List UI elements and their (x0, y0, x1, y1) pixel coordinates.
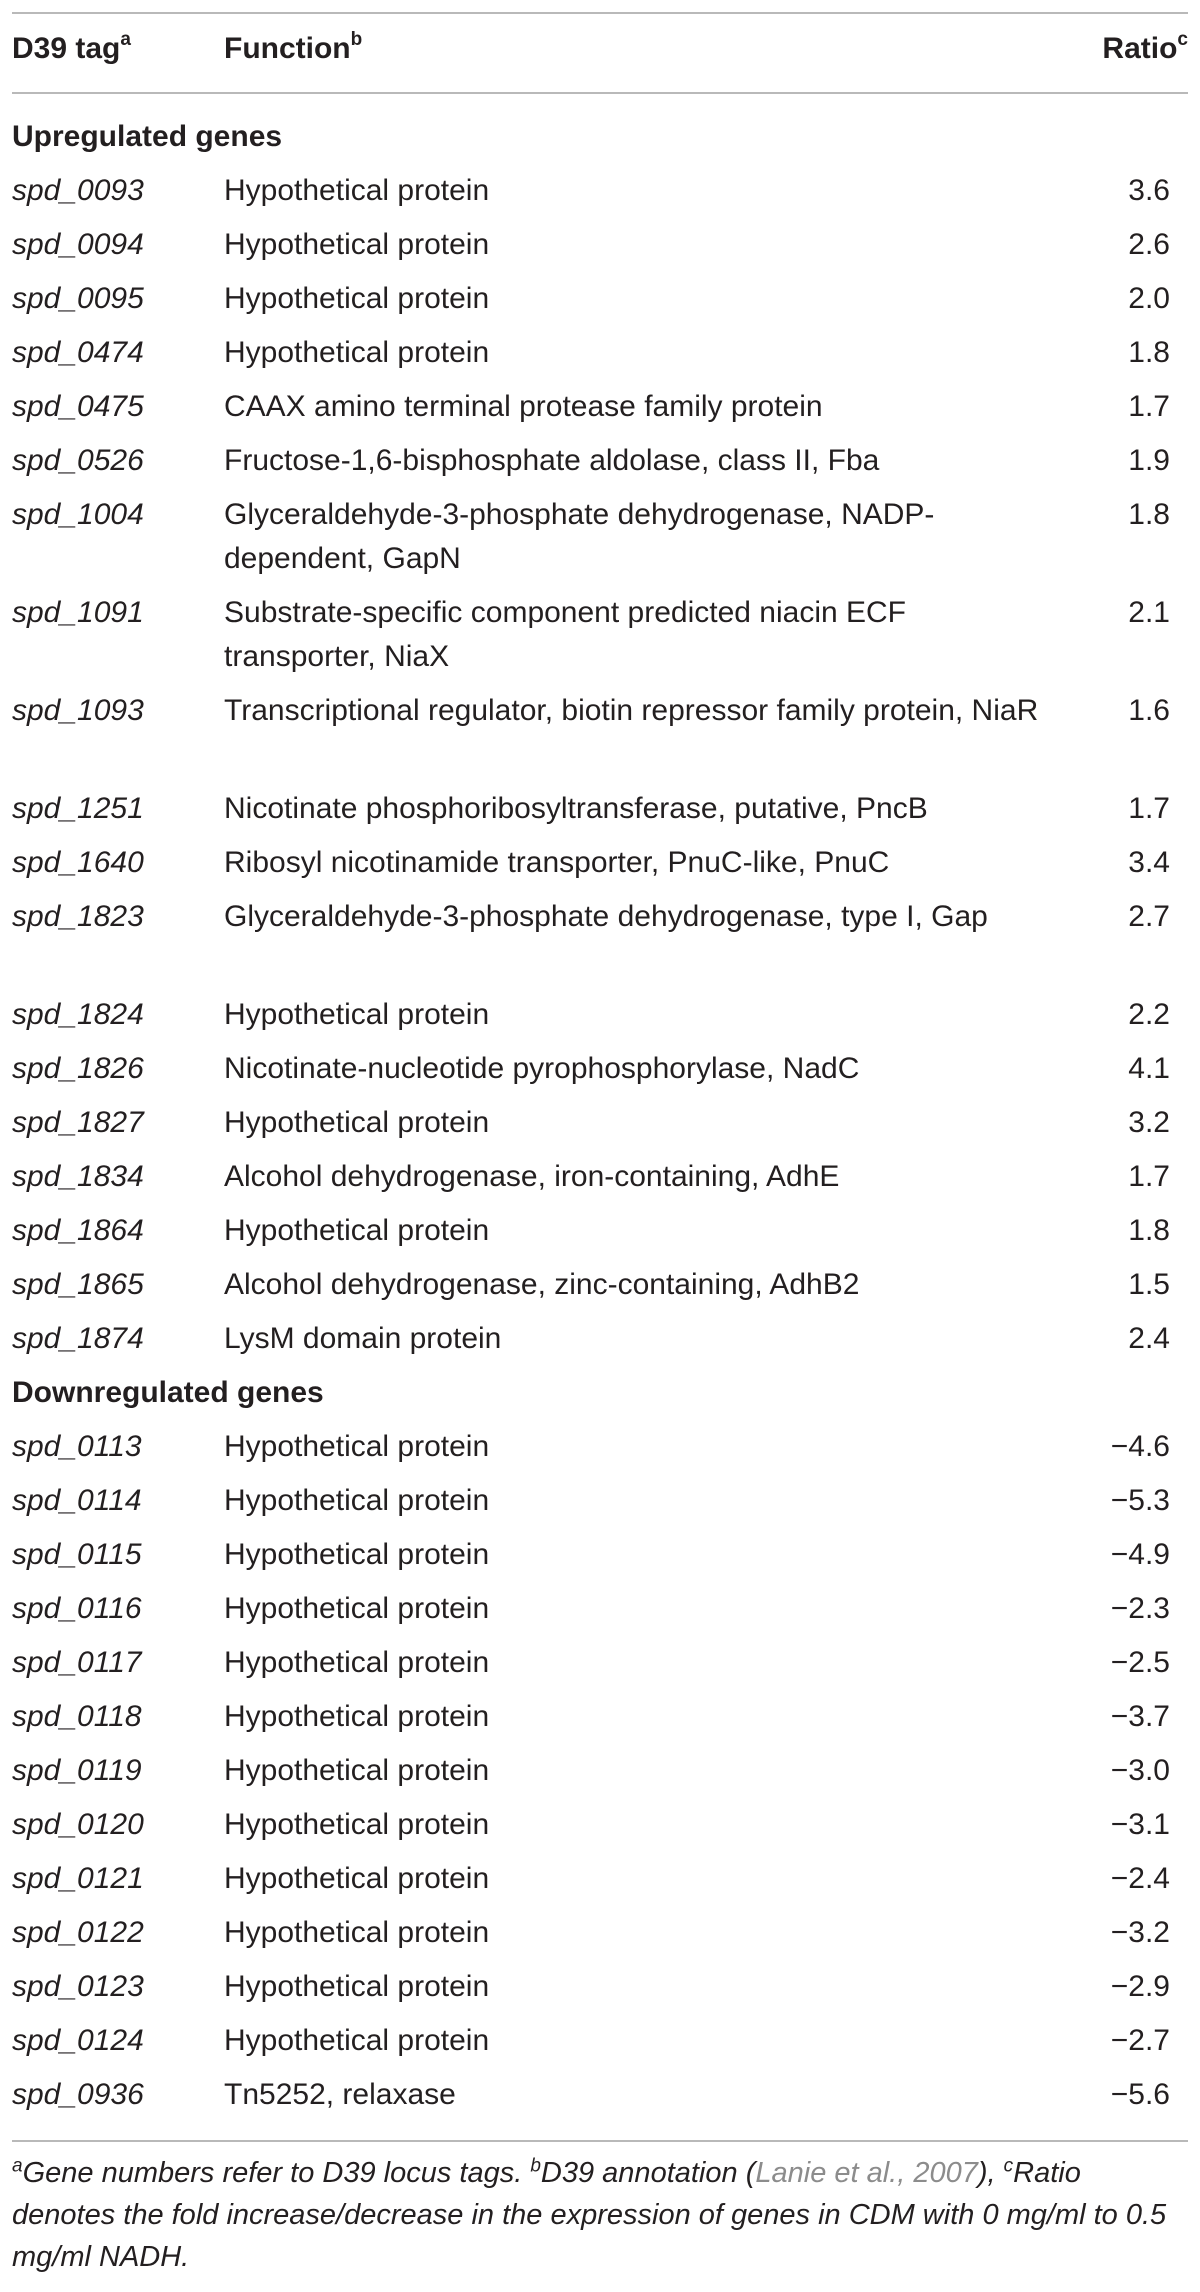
table-row (0, 1096, 1200, 1150)
cell-ratio: 3.2 (1128, 1106, 1170, 1139)
footnote-sup-b: b (530, 2155, 541, 2177)
table-row (0, 272, 1200, 326)
cell-function: Hypothetical protein (224, 1754, 490, 1787)
table-row (0, 988, 1200, 1042)
bottom-rule (12, 2140, 1188, 2142)
table-row (0, 1744, 1200, 1798)
cell-d39-tag: spd_1004 (12, 498, 144, 531)
cell-function: Alcohol dehydrogenase, zinc-containing, AdhB2 (224, 1268, 860, 1301)
cell-ratio: 2.4 (1128, 1322, 1170, 1355)
footnote-text-a: Gene numbers refer to D39 locus tags. (22, 2157, 531, 2189)
cell-d39-tag: spd_0124 (12, 2024, 144, 2057)
footnote-sup-c: c (1003, 2155, 1014, 2177)
cell-ratio: −2.7 (1110, 2024, 1170, 2057)
cell-d39-tag: spd_0095 (12, 282, 144, 315)
cell-function: Glyceraldehyde-3-phosphate dehydrogenase, type I, Gap (224, 900, 988, 933)
cell-function: Glyceraldehyde-3-phosphate dehydrogenase, NADP-dependent, GapN (224, 498, 935, 575)
cell-ratio: −3.0 (1110, 1754, 1170, 1787)
cell-d39-tag: spd_0526 (12, 444, 144, 477)
table-row (0, 836, 1200, 890)
table-row (0, 380, 1200, 434)
section-heading: Upregulated genes (12, 120, 283, 153)
cell-d39-tag: spd_0117 (12, 1646, 142, 1679)
table-body (0, 110, 1200, 2122)
header-ratio-label: Ratio (1102, 32, 1178, 65)
cell-function: Hypothetical protein (224, 1538, 490, 1571)
cell-ratio: −3.7 (1110, 1700, 1170, 1733)
cell-function: Hypothetical protein (224, 174, 490, 207)
cell-d39-tag: spd_1823 (12, 900, 144, 933)
cell-ratio: −3.1 (1110, 1808, 1170, 1841)
cell-function: Hypothetical protein (224, 1808, 490, 1841)
cell-ratio: 1.8 (1128, 336, 1170, 369)
table-row (0, 1312, 1200, 1366)
table-row (0, 1474, 1200, 1528)
table-row (0, 2068, 1200, 2122)
cell-function: Hypothetical protein (224, 1862, 490, 1895)
cell-ratio: 1.6 (1128, 694, 1170, 727)
header-function-label: Function (224, 32, 351, 65)
cell-d39-tag: spd_1640 (12, 846, 144, 879)
header-d39-tag-label: D39 tag (12, 32, 121, 65)
cell-d39-tag: spd_0474 (12, 336, 144, 369)
cell-function: Ribosyl nicotinamide transporter, PnuC-like, PnuC (224, 846, 890, 879)
cell-ratio: 2.7 (1128, 900, 1170, 933)
cell-ratio: 4.1 (1128, 1052, 1170, 1085)
cell-ratio: −4.9 (1110, 1538, 1170, 1571)
cell-d39-tag: spd_0119 (12, 1754, 142, 1787)
cell-ratio: 2.1 (1128, 596, 1170, 629)
header-d39-tag (12, 29, 131, 66)
header-d39-tag-sup: a (120, 29, 131, 50)
table-header (0, 20, 1200, 86)
table-row (0, 2014, 1200, 2068)
cell-function: CAAX amino terminal protease family protein (224, 390, 823, 423)
cell-function: Hypothetical protein (224, 1646, 490, 1679)
footnote-text-b-post: ), (977, 2157, 1004, 2189)
table-row (0, 1906, 1200, 1960)
cell-d39-tag: spd_0122 (12, 1916, 144, 1949)
cell-function: Hypothetical protein (224, 282, 490, 315)
header-function (224, 29, 363, 66)
cell-function: Hypothetical protein (224, 1592, 490, 1625)
top-rule (12, 12, 1188, 14)
table-row (0, 1204, 1200, 1258)
cell-d39-tag: spd_1827 (12, 1106, 144, 1139)
cell-d39-tag: spd_0123 (12, 1970, 144, 2003)
table-row (0, 1258, 1200, 1312)
cell-d39-tag: spd_0936 (12, 2078, 144, 2111)
cell-ratio: 3.4 (1128, 846, 1170, 879)
footnote-text-b-pre: D39 annotation ( (540, 2157, 756, 2189)
cell-function: Hypothetical protein (224, 1700, 490, 1733)
cell-ratio: −4.6 (1110, 1430, 1170, 1463)
cell-ratio: −2.9 (1110, 1970, 1170, 2003)
cell-function: Tn5252, relaxase (224, 2078, 456, 2111)
table-row (0, 1636, 1200, 1690)
cell-d39-tag: spd_1874 (12, 1322, 144, 1355)
section-heading: Downregulated genes (12, 1376, 324, 1409)
cell-d39-tag: spd_0475 (12, 390, 144, 423)
cell-function: Alcohol dehydrogenase, iron-containing, AdhE (224, 1160, 840, 1193)
cell-ratio: 1.8 (1128, 498, 1170, 531)
cell-d39-tag: spd_0093 (12, 174, 144, 207)
cell-function: Substrate-specific component predicted niacin ECF transporter, NiaX (224, 596, 907, 673)
footnote-text-c: Ratio denotes the fold increase/decrease in the expression of genes in CDM with 0 mg/ml to 0.5 mg/ml NADH. (12, 2157, 1167, 2273)
cell-ratio: 1.5 (1128, 1268, 1170, 1301)
cell-d39-tag: spd_1865 (12, 1268, 144, 1301)
cell-d39-tag: spd_1251 (12, 792, 144, 825)
cell-ratio: −3.2 (1110, 1916, 1170, 1949)
table-row (0, 488, 1200, 586)
cell-d39-tag: spd_1091 (12, 596, 144, 629)
cell-function: Transcriptional regulator, biotin repressor family protein, NiaR (224, 694, 1039, 727)
cell-function: Hypothetical protein (224, 1970, 490, 2003)
cell-d39-tag: spd_0115 (12, 1538, 142, 1571)
header-function-sup: b (350, 29, 363, 50)
table-row (0, 326, 1200, 380)
cell-ratio: 1.9 (1128, 444, 1170, 477)
table-footnote (12, 2152, 1188, 2278)
table-row (0, 1042, 1200, 1096)
table-row (0, 434, 1200, 488)
cell-d39-tag: spd_1824 (12, 998, 144, 1031)
cell-ratio: −2.4 (1110, 1862, 1170, 1895)
cell-d39-tag: spd_1826 (12, 1052, 144, 1085)
table-row (0, 164, 1200, 218)
cell-ratio: −2.5 (1110, 1646, 1170, 1679)
cell-ratio: 3.6 (1128, 174, 1170, 207)
citation-link[interactable]: Lanie et al., 2007 (755, 2157, 978, 2189)
cell-ratio: 1.7 (1128, 390, 1170, 423)
cell-function: Fructose-1,6-bisphosphate aldolase, class II, Fba (224, 444, 880, 477)
cell-function: LysM domain protein (224, 1322, 502, 1355)
table-row (0, 1528, 1200, 1582)
cell-d39-tag: spd_0094 (12, 228, 144, 261)
cell-d39-tag: spd_1093 (12, 694, 144, 727)
table-row (0, 1798, 1200, 1852)
cell-function: Hypothetical protein (224, 2024, 490, 2057)
table-row (0, 1690, 1200, 1744)
table-row (0, 1150, 1200, 1204)
cell-d39-tag: spd_0121 (12, 1862, 144, 1895)
footnote-sup-a: a (12, 2155, 23, 2177)
table-row (0, 782, 1200, 836)
cell-ratio: 2.6 (1128, 228, 1170, 261)
cell-ratio: 1.7 (1128, 1160, 1170, 1193)
table-row (0, 1852, 1200, 1906)
cell-function: Hypothetical protein (224, 1430, 490, 1463)
cell-function: Hypothetical protein (224, 1916, 490, 1949)
cell-d39-tag: spd_0120 (12, 1808, 144, 1841)
cell-function: Hypothetical protein (224, 998, 490, 1031)
cell-function: Hypothetical protein (224, 1214, 490, 1247)
cell-ratio: −5.3 (1110, 1484, 1170, 1517)
header-rule (12, 92, 1188, 94)
table-row (0, 890, 1200, 988)
cell-d39-tag: spd_0118 (12, 1700, 142, 1733)
cell-ratio: 1.7 (1128, 792, 1170, 825)
cell-ratio: −5.6 (1110, 2078, 1170, 2111)
cell-function: Hypothetical protein (224, 1484, 490, 1517)
cell-ratio: −2.3 (1110, 1592, 1170, 1625)
cell-ratio: 1.8 (1128, 1214, 1170, 1247)
cell-function: Hypothetical protein (224, 228, 490, 261)
cell-d39-tag: spd_1834 (12, 1160, 144, 1193)
cell-d39-tag: spd_0113 (12, 1430, 142, 1463)
cell-function: Nicotinate-nucleotide pyrophosphorylase, NadC (224, 1052, 860, 1085)
table-row (0, 1960, 1200, 2014)
cell-ratio: 2.0 (1128, 282, 1170, 315)
table-row (0, 1582, 1200, 1636)
cell-d39-tag: spd_1864 (12, 1214, 144, 1247)
table-row (0, 586, 1200, 684)
header-ratio-sup: c (1177, 29, 1188, 50)
header-ratio (1102, 29, 1188, 66)
cell-function: Hypothetical protein (224, 1106, 490, 1139)
cell-d39-tag: spd_0114 (12, 1484, 142, 1517)
table-row (0, 1420, 1200, 1474)
cell-ratio: 2.2 (1128, 998, 1170, 1031)
table-row (0, 684, 1200, 782)
cell-function: Hypothetical protein (224, 336, 490, 369)
cell-function: Nicotinate phosphoribosyltransferase, putative, PncB (224, 792, 928, 825)
table-row (0, 218, 1200, 272)
cell-d39-tag: spd_0116 (12, 1592, 142, 1625)
